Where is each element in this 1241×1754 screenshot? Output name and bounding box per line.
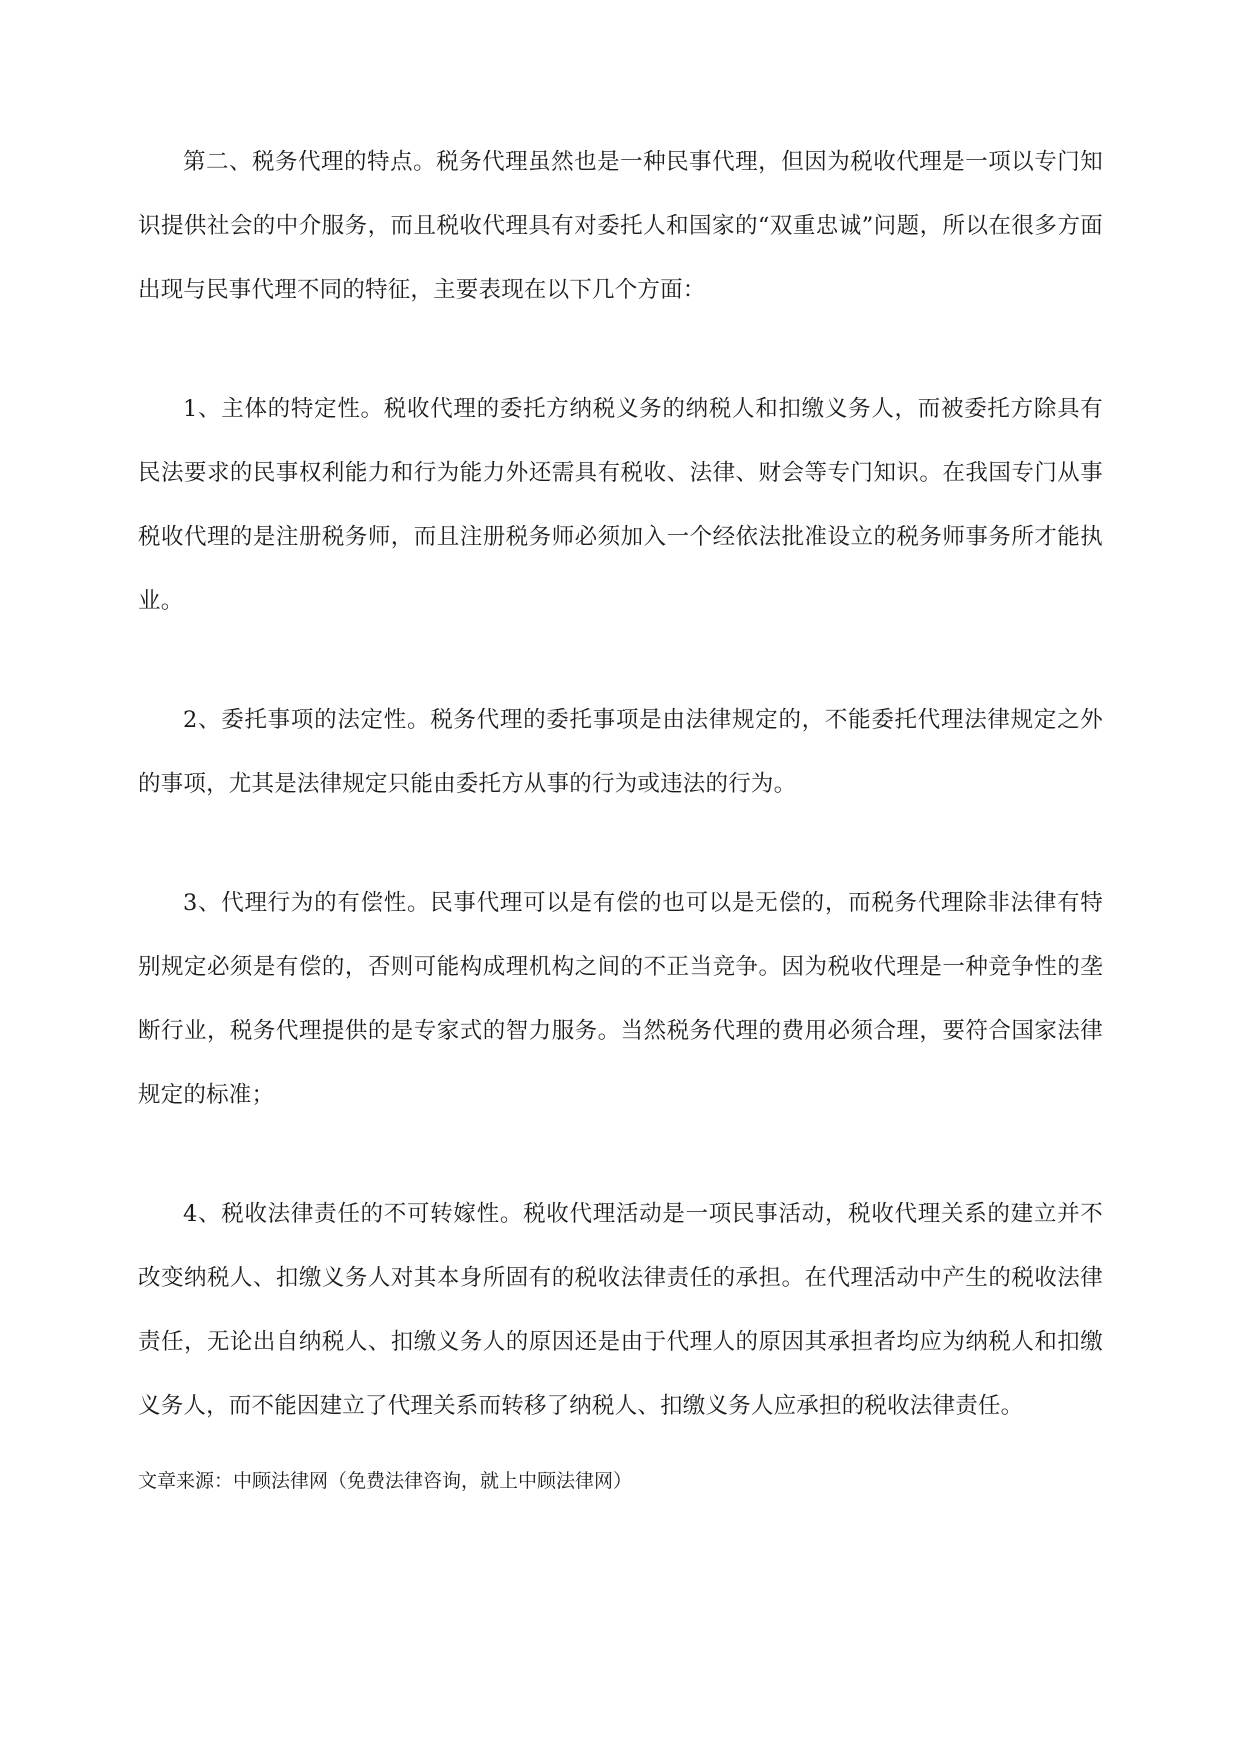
paragraph-intro: 第二、税务代理的特点。税务代理虽然也是一种民事代理，但因为税收代理是一项以专门知识提供社会的中介服务，而且税收代理具有对委托人和国家的“双重忠诚”问题，所以在很多方面出现与民事代理不同的特征，主要表现在以下几个方面：	[138, 149, 1103, 303]
document-body	[138, 130, 1103, 1496]
article-source-note: 文章来源：中顾法律网（免费法律咨询，就上中顾法律网）	[138, 1470, 633, 1492]
paragraph-point-1: 1、主体的特定性。税收代理的委托方纳税义务的纳税人和扣缴义务人，而被委托方除具有民法要求的民事权利能力和行为能力外还需具有税收、法律、财会等专门知识。在我国专门从事税收代理的是注册税务师，而且注册税务师必须加入一个经依法批准设立的税务师事务所才能执业。	[138, 396, 1103, 614]
paragraph-point-2: 2、委托事项的法定性。税务代理的委托事项是由法律规定的，不能委托代理法律规定之外的事项，尤其是法律规定只能由委托方从事的行为或违法的行为。	[138, 707, 1103, 797]
paragraph-point-3: 3、代理行为的有偿性。民事代理可以是有偿的也可以是无偿的，而税务代理除非法律有特别规定必须是有偿的，否则可能构成理机构之间的不正当竞争。因为税收代理是一种竞争性的垄断行业，税务代理提供的是专家式的智力服务。当然税务代理的费用必须合理，要符合国家法律规定的标准；	[138, 890, 1103, 1108]
paragraph-point-4: 4、税收法律责任的不可转嫁性。税收代理活动是一项民事活动，税收代理关系的建立并不改变纳税人、扣缴义务人对其本身所固有的税收法律责任的承担。在代理活动中产生的税收法律责任，无论出自纳税人、扣缴义务人的原因还是由于代理人的原因其承担者均应为纳税人和扣缴义务人，而不能因建立了代理关系而转移了纳税人、扣缴义务人应承担的税收法律责任。	[138, 1201, 1103, 1419]
